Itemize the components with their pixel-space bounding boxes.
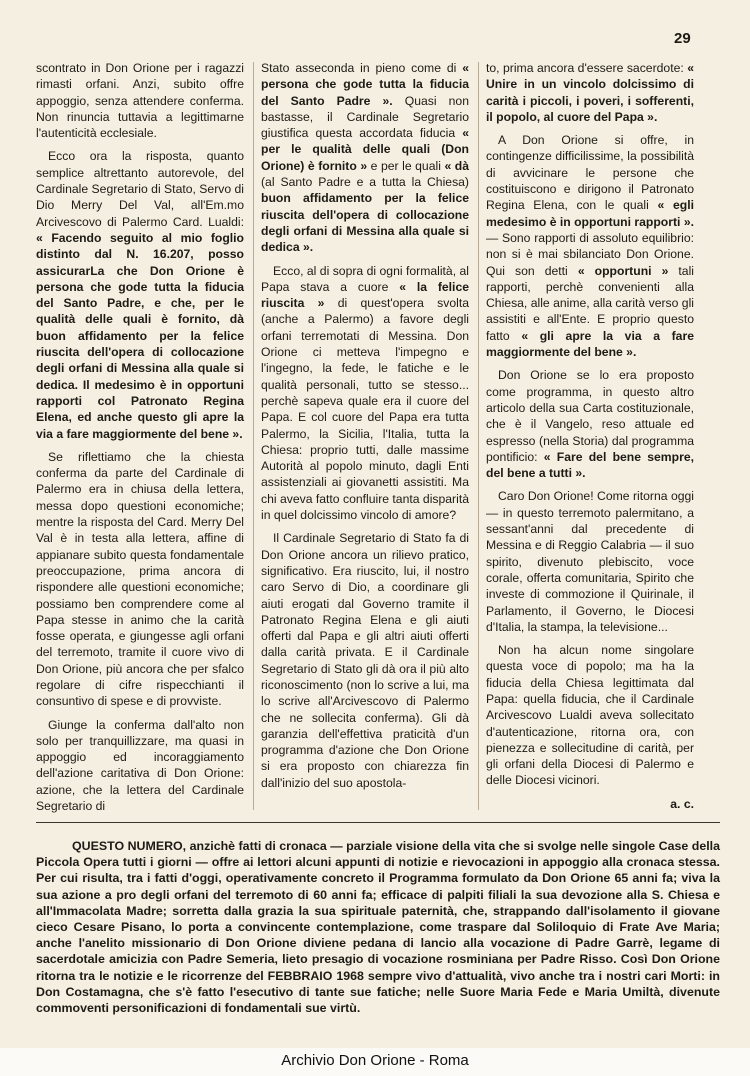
paragraph xyxy=(486,132,694,360)
paragraph xyxy=(261,263,469,524)
paragraph: scontrato in Don Orione per i ragazzi rimasti orfani. Anzi, subito offre appoggio, senza attendere conferma. Non rinuncia tuttavia a legittimarne l'autenticità ecclesiale. xyxy=(36,61,244,141)
quotation: « persona che gode tutta la fiducia del Santo Padre ». xyxy=(261,61,469,108)
column-1 xyxy=(36,60,244,821)
paragraph: Caro Don Orione! Come ritorna oggi — in questo terremoto palermitano, a sessant'anni dal precedente di Messina e di Reggio Calabria — il suo spirito, divenuto plebiscito, voce corale, offerta comunitaria, Spirito che investe di commozione il Quirinale, il Parlamento, il Governo, le Diocesi d'Italia, la stampa, la televisione... xyxy=(486,489,694,634)
section-divider xyxy=(36,822,720,823)
text-run: A Don Orione si offre, in contingenze difficilissime, la possibilità di avvicinare le persone che costituiscono e dirigono il Patronato Regina Elena, con le quali xyxy=(486,133,694,213)
quotation: « Fare del bene sempre, del bene a tutti ». xyxy=(486,449,694,481)
quotation: « gli apre la via a fare maggiormente del bene ». xyxy=(486,328,694,360)
text-run: Ecco, al di sopra di ogni formalità, al Papa stava a cuore xyxy=(261,263,469,294)
quotation: « la felice riuscita » xyxy=(261,279,469,311)
column-divider xyxy=(478,62,479,810)
text-run: e per le quali xyxy=(367,158,445,173)
text-run: — Sono rapporti di assoluto equilibrio: non si è mai sbilanciato Don Orione. Qui son detti xyxy=(486,230,694,278)
quotation: « Unire in un vincolo dolcissimo di carità i piccoli, i poveri, i sofferenti, il popolo, al cuore del Papa ». xyxy=(486,61,694,124)
paragraph: Il Cardinale Segretario di Stato fa di Don Orione ancora un rilievo pratico, significativo. Era riuscito, lui, il nostro caro Servo di Dio, a coordinare gli aiuti erogati dal Governo tramite il Patronato Regina Elena e gli aiuti offerti dal Papa e gli altri aiuti offerti dalla carità privata. E il Cardinale Segretario di Stato gli dà ora il più alto riconoscimento (non lo scrive a lui, ma lo scrive all'Arcivescovo di Palermo che ne sollecita conferma). Gli dà garanzia dell'effettiva praticità d'un programma d'azione che Don Orione si era proposto con chiarezza fin dall'inizio del suo apostola- xyxy=(261,531,469,790)
text-run: (al Santo Padre e a tutta la Chiesa) xyxy=(261,175,469,190)
column-divider xyxy=(253,62,254,810)
paragraph: Non ha alcun nome singolare questa voce di popolo; ma ha la fiducia della Chiesa legittimata dal Papa: quella fiducia, che il Cardinale Arcivescovo Lualdi aveva sollecitato d'autenticazione, ritorna ora, con pienezza e sollecitudine di carità, per gli orfani della Diocesi di Palermo e delle Diocesi vicinori. xyxy=(486,643,694,788)
text-run: Ecco ora la risposta, quanto semplice altrettanto autorevole, del Cardinale Segretario di Stato, Servo di Dio Merry Del Val, all'Em.mo Arcivescovo di Palermo Card. Lualdi: xyxy=(36,149,244,229)
author-signature: a. c. xyxy=(670,796,694,811)
text-run: Don Orione se lo era proposto come programma, in questo altro articolo della sua Carta costituzionale, che è il Vangelo, reso attuale ed espresso (nella Storia) dal programma pontificio: xyxy=(486,368,694,464)
quotation: « opportuni » xyxy=(577,263,669,278)
archive-footer xyxy=(0,1048,750,1076)
issue-note: QUESTO NUMERO, anzichè fatti di cronaca — parziale visione della vita che si svolge nelle singole Case della Piccola Opera tutti i giorni — offre ai lettori alcuni appunti di notizie e rievocazioni in appoggio alla cronaca stessa. Per cui risulta, tra i fatti d'oggi, operativamente concreto il Programma formulato da Don Orione 65 anni fa; viva la sua azione a pro degli orfani del terremoto di 60 anni fa; efficace di palpiti filiali la sua devozione alla S. Chiesa e all'Immacolata Madre; sorretta dalla grazia la sua spirituale paternità, che, strappando dall'isolamento il giovane cieco Cesare Pisano, lo porta a convincente contemplazione, come traspare dal Soliloquio di Frate Ave Maria; anche l'anelito missionario di Don Orione diviene pedana di lancio alla vocazione di Padre Garrè, legame di sacerdotale amicizia con Padre Semeria, lieto presagio di vocazione rosminiana per Padre Risso. Così Don Orione ritorna tra le notizie e le ricorrenze del FEBBRAIO 1968 sempre vivo d'attualità, vivo anche tra i nostri cari Morti: in Don Costamagna, che s'è fatto l'esecutivo di tante sue fatiche; nelle Suore Maria Fede e Maria Umiltà, divenute commoventi personificazioni di fondamentali sue virtù. xyxy=(36,839,720,1016)
quotation: « Facendo seguito al mio foglio distinto dal N. 16.207, posso assicurarLa che Don Orione è persona che gode tutta la fiducia del Santo Padre, e che, per le qualità delle quali è fornito, dà buon affidamento per la felice riuscita dell'opera di collocazione degli orfani di Messina alla quale si dedica. Il medesimo è in opportuni rapporti col Patronato Regina Elena, ed anche questo gli apre la via a fare maggiormente del bene ». xyxy=(36,230,244,441)
text-run: di quest'opera svolta (anche a Palermo) a favore degli orfani terremotati di Messina. Don Orione ci metteva l'impegno e l'ingegno, la fede, le fatiche e le qualità personali, tutto se stesso... perchè sapeva quale era il cuore del Papa. E col cuore del Papa era tutta Palermo, la Sicilia, l'Italia, tutta la Chiesa: proprio tutti, dalle massime Autorità al popolo minuto, dagli Enti assistenziali ai giovanetti assistiti. Ma chi aveva fatto confluire tanta disparità in quel dolcissimo vincolo di amore? xyxy=(261,296,469,523)
quotation: « dà xyxy=(444,158,469,173)
text-run: Quasi non bastasse, il Cardinale Segretario giustifica questa accordata fiducia xyxy=(261,93,469,141)
quotation: « egli medesimo è in opportuni rapporti ». xyxy=(486,198,694,229)
page-number: 29 xyxy=(674,30,691,47)
column-2 xyxy=(261,60,469,798)
paragraph xyxy=(486,367,694,481)
text-run: tali rapporti, perchè convenienti alla Chiesa, alle anime, alla carità verso gli assistiti e all'Ente. E proprio questo fatto xyxy=(486,263,694,343)
paragraph xyxy=(261,60,469,256)
quotation: buon affidamento per la felice riuscita dell'opera di collocazione degli orfani di Messina alla quale si dedica ». xyxy=(261,191,469,255)
paragraph xyxy=(36,148,244,441)
text-run: to, prima ancora d'essere sacerdote: xyxy=(486,61,688,75)
text-run: Stato asseconda in pieno come di xyxy=(261,61,463,75)
quotation: « per le qualità delle quali (Don Orione) è fornito » xyxy=(261,126,469,173)
paragraph: Se riflettiamo che la chiesta conferma da parte del Cardinale di Palermo era in chiusa della lettera, messa dopo questioni economiche; mentre la risposta del Card. Merry Del Val è in testa alla lettera, affine di appianare subito questa fondamentale preoccupazione, prima ancora di rispondere alle questioni economiche; possiamo ben comprendere come al Papa stesse in animo che la carità fosse operata, e giungesse agli orfani del terremoto, tramite il cuore vivo di Don Orione, più ancora che per sfalco regolare di cifre rispecchianti il consuntivo di spese e di provviste. xyxy=(36,449,244,709)
column-3 xyxy=(486,60,694,812)
paragraph: Giunge la conferma dall'alto non solo per tranquillizzare, ma quasi in appoggio ed incoraggiamento dell'azione caritativa di Don Orione: azione, che la lettera del Cardinale Segretario di xyxy=(36,717,244,814)
paragraph xyxy=(486,60,694,125)
footer-text: Archivio Don Orione - Roma xyxy=(281,1052,469,1069)
